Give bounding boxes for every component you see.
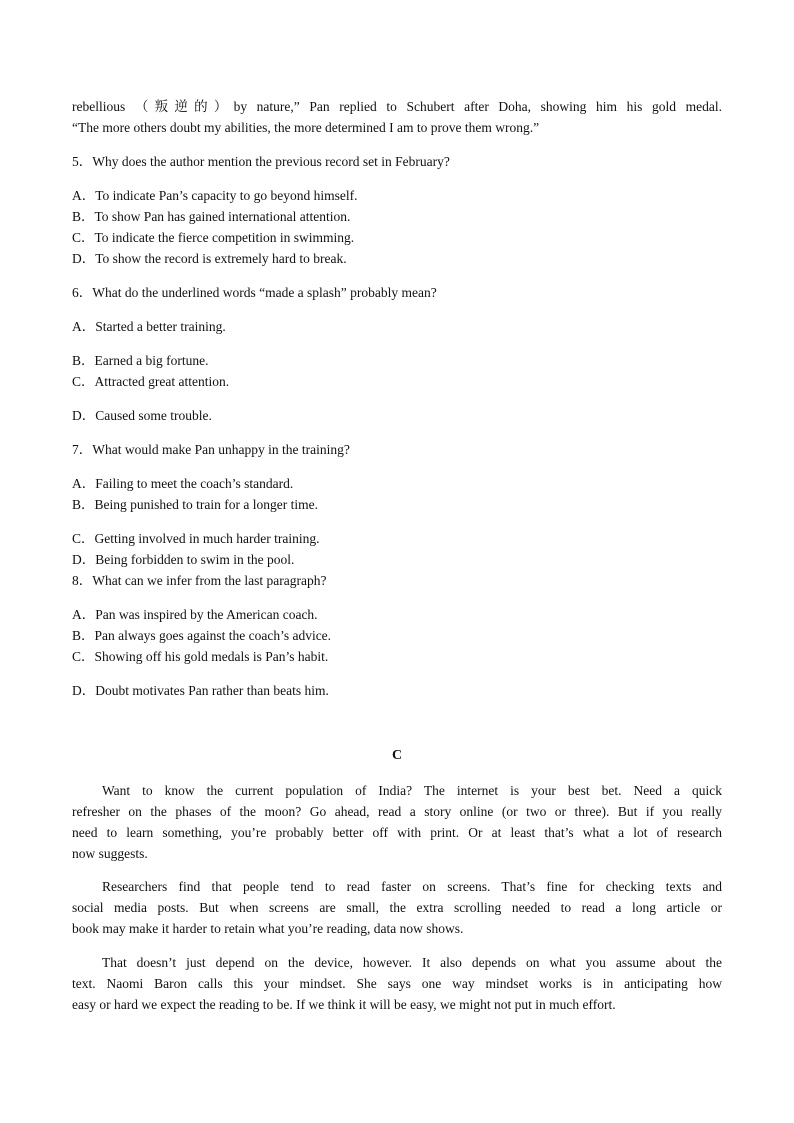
question-7-stem: 7．What would make Pan unhappy in the training? bbox=[72, 442, 350, 457]
question-5-option-c: C．To indicate the fierce competition in swimming. bbox=[72, 230, 355, 245]
question-7-option-c: C．Getting involved in much harder training. bbox=[72, 531, 320, 546]
section-c-p3-line-2: text. Naomi Baron calls this your mindset. She says one way mindset works is in anticipating how bbox=[72, 976, 722, 991]
passage-b-line-2: “The more others doubt my abilities, the more determined I am to prove them wrong.” bbox=[72, 120, 540, 135]
section-c-p1-line-1: Want to know the current population of India? The internet is your best bet. Need a quick bbox=[102, 783, 722, 798]
question-5-option-d: D．To show the record is extremely hard to break. bbox=[72, 251, 347, 266]
section-c-p2-line-1: Researchers find that people tend to read faster on screens. That’s fine for checking texts and bbox=[102, 879, 722, 894]
section-c-p1-line-4: now suggests. bbox=[72, 846, 148, 861]
question-6-option-c: C．Attracted great attention. bbox=[72, 374, 230, 389]
question-6-option-d: D．Caused some trouble. bbox=[72, 408, 212, 423]
section-c-p1-line-3: need to learn something, you’re probably better off with print. Or at least that’s what a lot of research bbox=[72, 825, 722, 840]
question-7-option-d: D．Being forbidden to swim in the pool. bbox=[72, 552, 295, 567]
question-8-stem: 8．What can we infer from the last paragraph? bbox=[72, 573, 327, 588]
section-c-p2-line-3: book may make it harder to retain what you’re reading, data now shows. bbox=[72, 921, 464, 936]
section-c-p3-line-3: easy or hard we expect the reading to be. If we think it will be easy, we might not put in much effort. bbox=[72, 997, 616, 1012]
section-c-p1-line-2: refresher on the phases of the moon? Go ahead, read a story online (or two or three). But if you really bbox=[72, 804, 722, 819]
section-c-title: C bbox=[391, 748, 403, 763]
section-c-p3-line-1: That doesn’t just depend on the device, however. It also depends on what you assume about the bbox=[102, 955, 722, 970]
question-5-option-b: B．To show Pan has gained international attention. bbox=[72, 209, 351, 224]
question-5-option-a: A．To indicate Pan’s capacity to go beyond himself. bbox=[72, 188, 358, 203]
question-8-option-c: C．Showing off his gold medals is Pan’s habit. bbox=[72, 649, 329, 664]
question-6-option-a: A．Started a better training. bbox=[72, 319, 226, 334]
question-8-option-a: A．Pan was inspired by the American coach. bbox=[72, 607, 318, 622]
question-6-stem: 6．What do the underlined words “made a splash” probably mean? bbox=[72, 285, 437, 300]
question-7-option-b: B．Being punished to train for a longer time. bbox=[72, 497, 318, 512]
section-c-p2-line-2: social media posts. But when screens are small, the extra scrolling needed to read a long article or bbox=[72, 900, 722, 915]
question-8-option-d: D．Doubt motivates Pan rather than beats him. bbox=[72, 683, 329, 698]
passage-b-line-1: rebellious （叛逆的）by nature,” Pan replied to Schubert after Doha, showing him his gold medal. bbox=[72, 99, 722, 114]
question-7-option-a: A．Failing to meet the coach’s standard. bbox=[72, 476, 294, 491]
question-8-option-b: B．Pan always goes against the coach’s advice. bbox=[72, 628, 332, 643]
question-5-stem: 5．Why does the author mention the previous record set in February? bbox=[72, 154, 450, 169]
question-6-option-b: B．Earned a big fortune. bbox=[72, 353, 209, 368]
